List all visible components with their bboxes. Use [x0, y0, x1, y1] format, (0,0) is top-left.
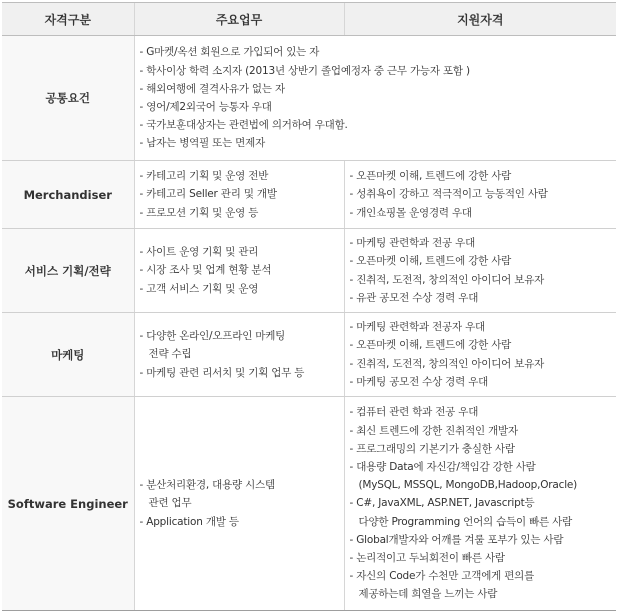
list-item: 전략 수립	[148, 348, 192, 361]
list-item: 제공하는데 희열을 느끼는 사람	[358, 588, 498, 601]
list-item: - 고객 서비스 기획 및 운영	[139, 282, 259, 295]
list-item: - 오픈마켓 이해, 트렌드에 강한 사람	[349, 339, 512, 352]
list-item: - 국가보훈대상자는 관련법에 의거하여 우대함.	[139, 119, 348, 132]
list-item: - 컴퓨터 관련 학과 전공 우대	[349, 406, 479, 419]
qualifications-cell	[344, 313, 616, 397]
header-duties: 주요업무	[134, 3, 344, 36]
list-item: - 개인쇼핑몰 운영경력 우대	[349, 206, 472, 219]
list-item: - 분산처리환경, 대용량 시스템	[139, 479, 275, 492]
qualifications-list	[345, 167, 617, 222]
list-item: - 대용량 Data에 자신감/책임감 강한 사람	[349, 460, 536, 473]
list-item: - 마케팅 관련 리서치 및 기획 업무 등	[139, 366, 305, 379]
list-item: - 오픈마켓 이해, 트렌드에 강한 사람	[349, 170, 512, 183]
list-item: - 유관 공모전 수상 경력 우대	[349, 291, 479, 304]
qualifications-list	[345, 318, 617, 391]
list-item: - 카테고리 기획 및 운영 전반	[139, 170, 269, 183]
duties-list	[135, 476, 344, 531]
list-item: - 남자는 병역필 또는 면제자	[139, 137, 266, 150]
list-item: - 다양한 온라인/오프라인 마케팅	[139, 330, 286, 343]
list-item: - 시장 조사 및 업계 현황 분석	[139, 264, 272, 277]
header-row	[2, 3, 616, 36]
list-item: - 사이트 운영 기획 및 관리	[139, 246, 259, 259]
duties-cell	[134, 229, 344, 313]
list-item: - Application 개발 등	[139, 515, 239, 528]
list-item: (MySQL, MSSQL, MongoDB,Hadoop,Oracle)	[358, 479, 578, 492]
duties-cell	[134, 397, 344, 611]
category-cell: Software Engineer	[2, 397, 134, 611]
qualifications-cell	[344, 229, 616, 313]
list-item: - 마케팅 관련학과 전공 우대	[349, 237, 476, 250]
qualifications-cell	[344, 161, 616, 229]
table-row-service-planning	[2, 229, 616, 313]
list-item: 관련 업무	[148, 497, 192, 510]
duties-cell	[134, 161, 344, 229]
table-row-merchandiser	[2, 161, 616, 229]
list-item: - 진취적, 도전적, 창의적인 아이디어 보유자	[349, 273, 545, 286]
list-item: - 최신 트렌드에 강한 진취적인 개발자	[349, 424, 518, 437]
common-requirements-list	[135, 43, 617, 152]
list-item: - 프로그래밍의 기본기가 충실한 사람	[349, 442, 515, 455]
duties-list	[135, 243, 344, 298]
list-item: - 성취욕이 강하고 적극적이고 능동적인 사람	[349, 188, 548, 201]
qualifications-list	[345, 234, 617, 307]
list-item: - 학사이상 학력 소지자 (2013년 상반기 졸업예정자 중 근무 가능자 포함 )	[139, 64, 470, 77]
duties-list	[135, 327, 344, 382]
qualifications-list	[345, 403, 617, 603]
list-item: - 해외여행에 결격사유가 없는 자	[139, 82, 285, 95]
category-cell: 공통요건	[2, 36, 134, 161]
list-item: - 마케팅 관련학과 전공자 우대	[349, 321, 485, 334]
category-cell: 마케팅	[2, 313, 134, 397]
list-item: - Global개발자와 어깨를 겨룰 포부가 있는 사람	[349, 533, 564, 546]
header-qualifications: 지원자격	[344, 3, 616, 36]
table-row-marketing	[2, 313, 616, 397]
job-requirements-table	[2, 2, 616, 611]
list-item: - 영어/제2외국어 능통자 우대	[139, 101, 272, 113]
list-item: - 오픈마켓 이해, 트렌드에 강한 사람	[349, 255, 512, 268]
qualifications-cell	[344, 397, 616, 611]
list-item: - 카테고리 Seller 관리 및 개발	[139, 188, 277, 201]
duties-cell	[134, 313, 344, 397]
list-item: - 자신의 Code가 수천만 고객에게 편의를	[349, 570, 535, 583]
list-item: - C#, JavaXML, ASP.NET, Javascript등	[349, 497, 535, 510]
list-item: - 마케팅 공모전 수상 경력 우대	[349, 375, 489, 388]
common-requirements-cell	[134, 36, 616, 161]
duties-list	[135, 167, 344, 222]
list-item: 다양한 Programming 언어의 습득이 빠른 사람	[358, 515, 573, 528]
list-item: - 논리적이고 두뇌회전이 빠른 사람	[349, 552, 505, 564]
table-row-software-engineer	[2, 397, 616, 611]
header-category: 자격구분	[2, 3, 134, 36]
table-row-common	[2, 36, 616, 161]
list-item: - 진취적, 도전적, 창의적인 아이디어 보유자	[349, 357, 545, 370]
list-item: - 프로모션 기획 및 운영 등	[139, 206, 259, 219]
category-cell: Merchandiser	[2, 161, 134, 229]
category-cell: 서비스 기획/전략	[2, 229, 134, 313]
list-item: - G마켓/옥션 회원으로 가입되어 있는 자	[139, 46, 320, 59]
